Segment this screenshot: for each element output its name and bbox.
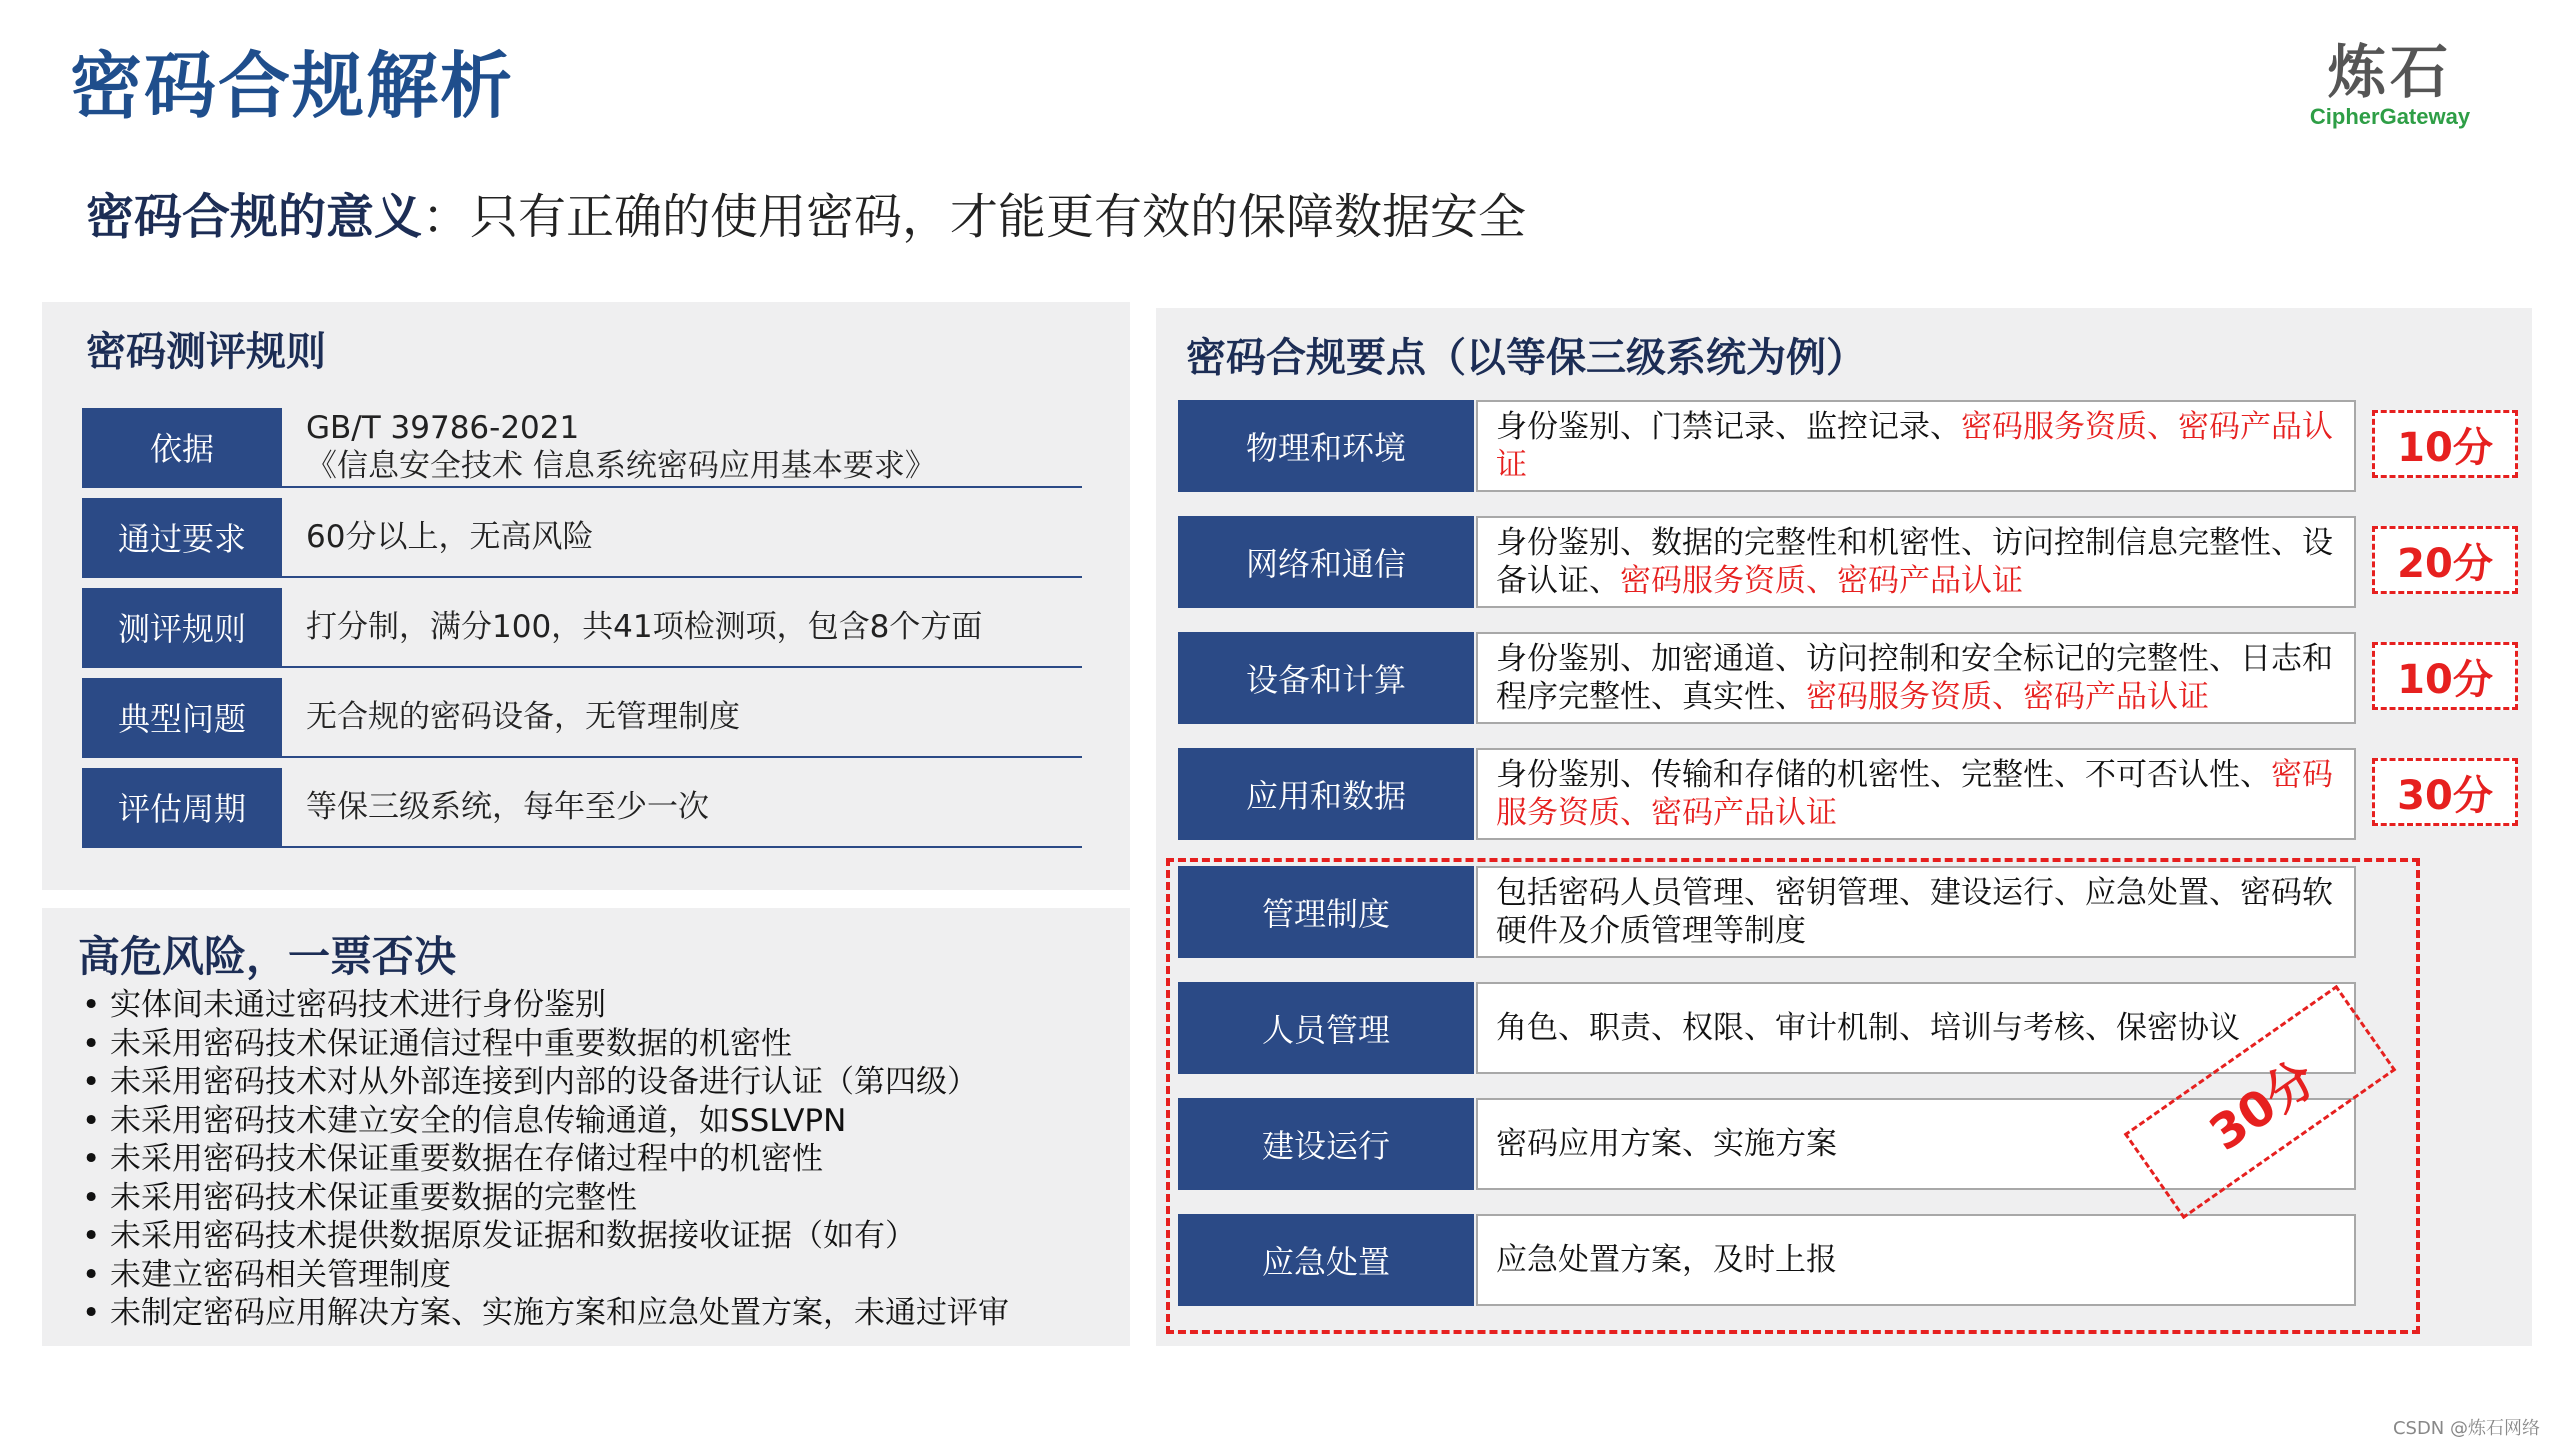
requirement-text: 身份鉴别、加密通道、访问控制和安全标记的完整性、日志和程序完整性、真实性、 xyxy=(1496,641,2333,715)
requirement-key: 物理和环境 xyxy=(1178,400,1474,492)
requirement-value xyxy=(1476,400,2356,492)
requirement-value xyxy=(1476,516,2356,608)
rules-panel xyxy=(42,302,1130,890)
rule-value xyxy=(306,768,709,846)
rule-key: 典型问题 xyxy=(82,678,282,756)
requirement-value: 应急处置方案，及时上报 xyxy=(1476,1214,2356,1306)
page-title: 密码合规解析 xyxy=(70,44,515,128)
risk-item: • 未采用密码技术保证通信过程中重要数据的机密性 xyxy=(78,1025,1009,1064)
risk-panel xyxy=(42,908,1130,1346)
requirement-row xyxy=(1178,516,2358,608)
risk-item: • 未制定密码应用解决方案、实施方案和应急处置方案，未通过评审 xyxy=(78,1294,1009,1333)
requirement-row xyxy=(1178,632,2358,724)
rule-row xyxy=(82,588,1082,668)
subtitle-lead: 密码合规的意义 xyxy=(86,189,423,245)
requirement-text: 身份鉴别、数据的完整性和机密性、访问控制信息完整性、设备认证、 xyxy=(1496,525,2333,599)
score-badge: 20分 xyxy=(2372,526,2518,594)
footer-credit: CSDN @炼石网络 xyxy=(2392,1418,2540,1439)
rule-value-line: 打分制，满分100，共41项检测项，包含8个方面 xyxy=(306,609,983,645)
requirement-text: 身份鉴别、门禁记录、监控记录、 xyxy=(1496,409,1961,445)
requirement-text: 身份鉴别、传输和存储的机密性、完整性、不可否认性、 xyxy=(1496,757,2271,793)
requirement-value xyxy=(1476,748,2356,840)
requirement-row xyxy=(1178,400,2358,492)
logo-subtext: CipherGateway xyxy=(2309,104,2471,129)
requirement-highlight: 密码服务资质、密码产品认证 xyxy=(1620,563,2023,599)
requirement-key: 建设运行 xyxy=(1178,1098,1474,1190)
requirement-highlight: 密码服务资质、密码产品认证 xyxy=(1806,679,2209,715)
requirement-key: 设备和计算 xyxy=(1178,632,1474,724)
requirement-highlight: 密码服务资质、密码产品认证 xyxy=(1496,757,2333,831)
rule-row xyxy=(82,768,1082,848)
risk-item: • 实体间未通过密码技术进行身份鉴别 xyxy=(78,986,1009,1025)
requirement-value: 角色、职责、权限、审计机制、培训与考核、保密协议 xyxy=(1476,982,2356,1074)
requirement-key: 应急处置 xyxy=(1178,1214,1474,1306)
rule-value-line: 60分以上，无高风险 xyxy=(306,519,594,555)
rule-value-line: 《信息安全技术 信息系统密码应用基本要求》 xyxy=(306,448,936,484)
rule-value-line: GB/T 39786-2021 xyxy=(306,410,580,446)
rule-value xyxy=(306,498,593,576)
rule-value-line: 无合规的密码设备，无管理制度 xyxy=(306,699,740,735)
risk-list xyxy=(78,986,1009,1333)
rule-key: 测评规则 xyxy=(82,588,282,666)
requirement-value: 包括密码人员管理、密钥管理、建设运行、应急处置、密码软硬件及介质管理等制度 xyxy=(1476,866,2356,958)
risk-item: • 未采用密码技术提供数据原发证据和数据接收证据（如有） xyxy=(78,1217,1009,1256)
requirement-value xyxy=(1476,632,2356,724)
risk-item: • 未采用密码技术保证重要数据在存储过程中的机密性 xyxy=(78,1140,1009,1179)
score-badge: 30分 xyxy=(2372,758,2518,826)
risk-item: • 未采用密码技术建立安全的信息传输通道，如SSLVPN xyxy=(78,1102,1009,1141)
rule-value xyxy=(306,408,936,486)
logo-mark: 炼石 xyxy=(2327,38,2452,106)
requirement-key: 管理制度 xyxy=(1178,866,1474,958)
rule-key: 通过要求 xyxy=(82,498,282,576)
score-badge: 10分 xyxy=(2372,642,2518,710)
page-subtitle xyxy=(86,178,1526,247)
rule-row xyxy=(82,678,1082,758)
requirements-title: 密码合规要点（以等保三级系统为例） xyxy=(1186,335,1866,381)
risk-item: • 未采用密码技术保证重要数据的完整性 xyxy=(78,1179,1009,1218)
rules-title: 密码测评规则 xyxy=(86,329,326,375)
management-score: 30分 xyxy=(2199,1049,2326,1162)
rule-value xyxy=(306,678,740,756)
risk-item: • 未建立密码相关管理制度 xyxy=(78,1256,1009,1295)
company-logo xyxy=(2280,40,2500,130)
subtitle-text: ：只有正确的使用密码，才能更有效的保障数据安全 xyxy=(422,189,1527,245)
rule-key: 评估周期 xyxy=(82,768,282,846)
requirement-key: 应用和数据 xyxy=(1178,748,1474,840)
rule-value-line: 等保三级系统，每年至少一次 xyxy=(306,789,709,825)
risk-title: 高危风险，一票否决 xyxy=(78,932,457,981)
risk-item: • 未采用密码技术对从外部连接到内部的设备进行认证（第四级） xyxy=(78,1063,1009,1102)
rule-value xyxy=(306,588,982,666)
rule-key: 依据 xyxy=(82,408,282,486)
rule-row xyxy=(82,498,1082,578)
requirement-key: 人员管理 xyxy=(1178,982,1474,1074)
rule-row xyxy=(82,408,1082,488)
requirement-highlight: 密码服务资质、密码产品认证 xyxy=(1496,409,2333,483)
requirement-row xyxy=(1178,748,2358,840)
requirement-key: 网络和通信 xyxy=(1178,516,1474,608)
score-badge: 10分 xyxy=(2372,410,2518,478)
requirement-value: 密码应用方案、实施方案 xyxy=(1476,1098,2356,1190)
